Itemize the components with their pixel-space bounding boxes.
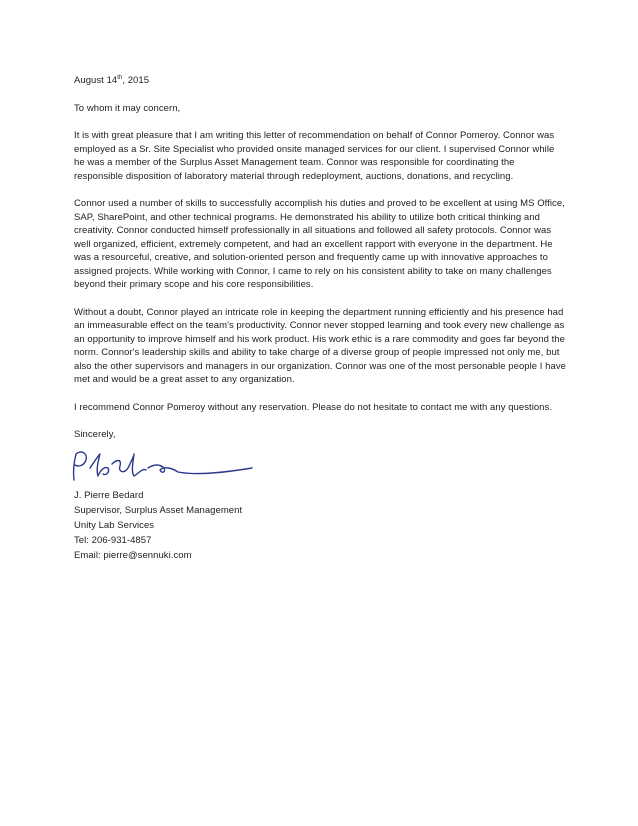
date-month-day: August 14: [74, 75, 118, 86]
salutation: To whom it may concern,: [74, 102, 181, 114]
letter-date: [74, 74, 566, 88]
closing: Sincerely,: [74, 429, 116, 440]
signer-email: Email: pierre@sennuki.com: [74, 549, 192, 561]
signer-title: Supervisor, Surplus Asset Management: [74, 504, 243, 516]
signer-phone: Tel: 206-931-4857: [74, 534, 152, 546]
recommendation-letter: [74, 74, 566, 563]
signer-name: J. Pierre Bedard: [74, 489, 144, 501]
date-ordinal-suffix: th: [117, 74, 123, 81]
signer-company: Unity Lab Services: [74, 519, 155, 531]
body-paragraph-impact: Without a doubt, Connor played an intricate role in keeping the department running efficiently and his presence had an immeasurable effect on the team's productivity. Connor never stopped learning and took every new challenge as an opportunity to improve himself and his work product. His work ethic is a rare commodity and goes far beyond the norm. Connor's leadership skills and ability to take charge of a diverse group of people impressed not only me, but also the other supervisors and managers in our organization. Connor was one of the most personable people I have met and would be a great asset to any organization.: [74, 306, 566, 385]
body-paragraph-skills: Connor used a number of skills to successfully accomplish his duties and proved to be excellent at using MS Office, SAP, SharePoint, and other technical programs. He demonstrated his ability to utilize both critical thinking and creativity. Connor conducted himself professionally in all situations and followed all safety protocols. Connor was well organized, efficient, extremely competent, and had an excellent rapport with everyone in the department. He was a resourceful, creative, and solution-oriented person and frequently came up with innovative approaches to assigned projects. While working with Connor, I came to rely on his consistent ability to take on many challenges beyond their primary scope and his core responsibilities.: [74, 198, 565, 290]
date-year: , 2015: [122, 75, 150, 86]
handwritten-signature: [68, 446, 258, 486]
body-paragraph-recommendation: I recommend Connor Pomeroy without any reservation. Please do not hesitate to contact me with any questions.: [74, 401, 553, 413]
body-paragraph-intro: It is with great pleasure that I am writing this letter of recommendation on behalf of Connor Pomeroy. Connor was employed as a Sr. Site Specialist who provided onsite managed services for our client. I supervised Connor while he was a member of the Surplus Asset Management team. Connor was responsible for coordinating the responsible disposition of laboratory material through redeployment, auctions, donations, and recycling.: [74, 130, 555, 182]
